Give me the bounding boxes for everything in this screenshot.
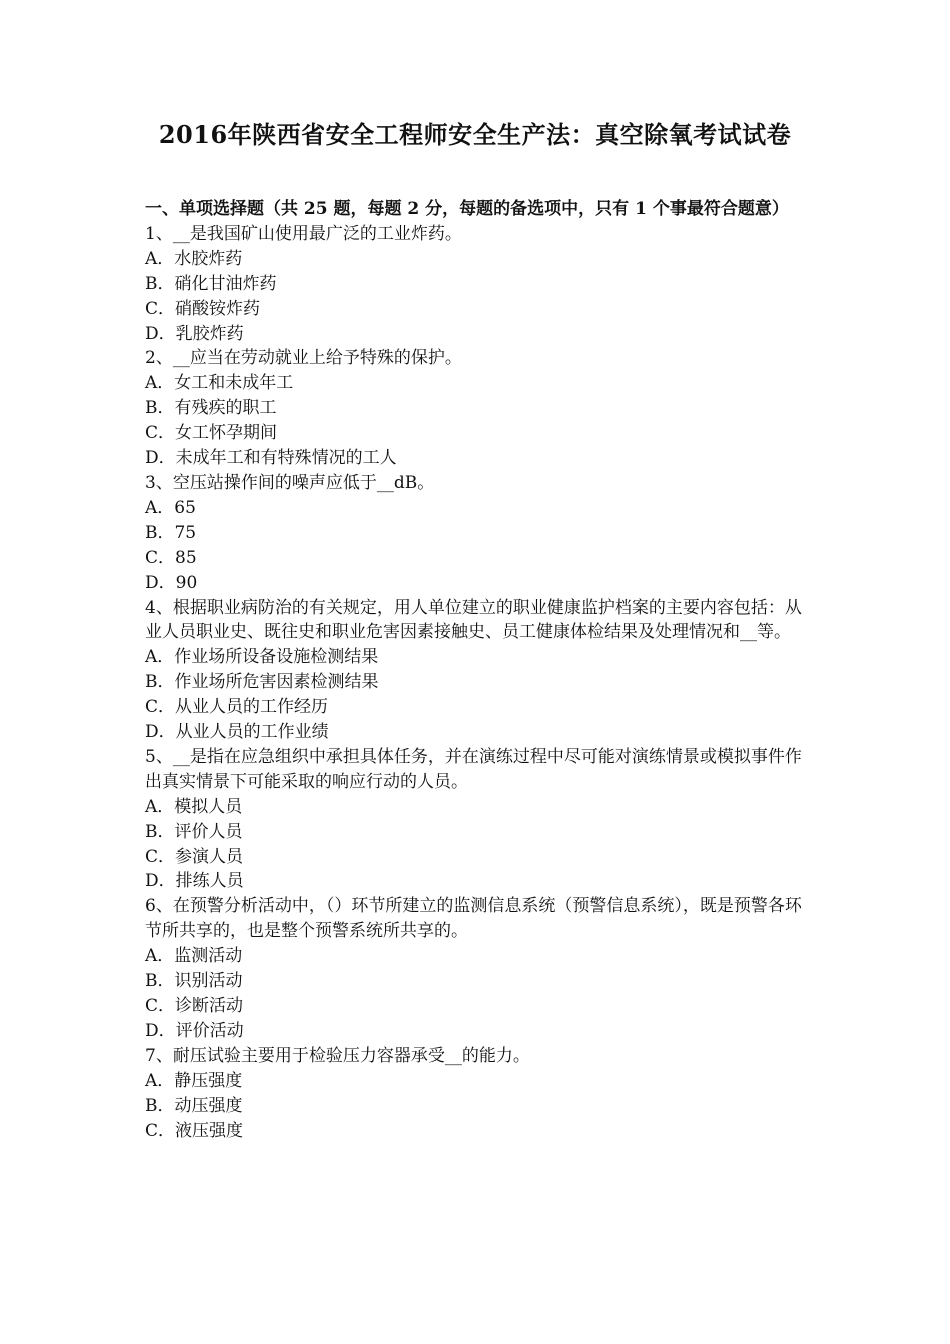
question-item: [145, 894, 810, 1043]
question-stem: 7、耐压试验主要用于检验压力容器承受__的能力。: [145, 1045, 530, 1066]
answer-option: A．静压强度: [145, 1070, 243, 1091]
answer-option: B．75: [145, 522, 197, 543]
question-stem: 6、在预警分析活动中，（）环节所建立的监测信息系统（预警信息系统），既是预警各环节所共享的，也是整个预警系统所共享的。: [145, 896, 802, 942]
answer-option: A．水胶炸药: [145, 248, 243, 269]
document-body: [145, 197, 810, 1143]
answer-option: A．模拟人员: [145, 796, 243, 817]
question-stem: 1、__是我国矿山使用最广泛的工业炸药。: [145, 223, 462, 244]
question-item: [145, 745, 810, 894]
document-title: 2016年陕西省安全工程师安全生产法：真空除氧考试试卷: [158, 120, 792, 149]
question-stem: 2、__应当在劳动就业上给予特殊的保护。: [145, 348, 462, 369]
question-item: [145, 596, 810, 745]
answer-option: B．评价人员: [145, 821, 243, 842]
question-list: [145, 222, 810, 1144]
question-item: [145, 346, 810, 471]
answer-option: A．65: [145, 497, 196, 518]
question-stem: 5、__是指在应急组织中承担具体任务，并在演练过程中尽可能对演练情景或模拟事件作出真实情景下可能采取的响应行动的人员。: [145, 746, 802, 792]
answer-option: D．从业人员的工作业绩: [145, 722, 329, 743]
question-item: [145, 1044, 810, 1144]
answer-option: B．识别活动: [145, 971, 243, 992]
answer-option: C．女工怀孕期间: [145, 423, 278, 444]
answer-option: C．液压强度: [145, 1120, 244, 1141]
answer-option: D．排练人员: [145, 871, 244, 892]
answer-option: B．作业场所危害因素检测结果: [145, 672, 379, 693]
answer-option: B．有残疾的职工: [145, 398, 277, 419]
question-stem: 4、根据职业病防治的有关规定，用人单位建立的职业健康监护档案的主要内容包括：从业人员职业史、既往史和职业危害因素接触史、员工健康体检结果及处理情况和__等。: [145, 597, 802, 643]
question-item: [145, 471, 810, 596]
question-stem: 3、空压站操作间的噪声应低于__dB。: [145, 472, 435, 493]
answer-option: C．85: [145, 547, 197, 568]
answer-option: D．评价活动: [145, 1020, 244, 1041]
answer-option: B．动压强度: [145, 1095, 243, 1116]
answer-option: D．90: [145, 572, 198, 593]
answer-option: C．硝酸铵炸药: [145, 298, 261, 319]
answer-option: D．乳胶炸药: [145, 323, 244, 344]
answer-option: C．从业人员的工作经历: [145, 697, 329, 718]
answer-option: B．硝化甘油炸药: [145, 273, 277, 294]
section-heading: 一、单项选择题（共 25 题，每题 2 分，每题的备选项中，只有 1 个事最符合题意）: [145, 199, 789, 219]
answer-option: D．未成年工和有特殊情况的工人: [145, 448, 397, 469]
answer-option: C．参演人员: [145, 846, 244, 867]
answer-option: A．作业场所设备设施检测结果: [145, 647, 379, 668]
answer-option: C．诊断活动: [145, 996, 244, 1016]
answer-option: A．女工和未成年工: [145, 373, 294, 394]
question-item: [145, 222, 810, 347]
answer-option: A．监测活动: [145, 946, 243, 967]
